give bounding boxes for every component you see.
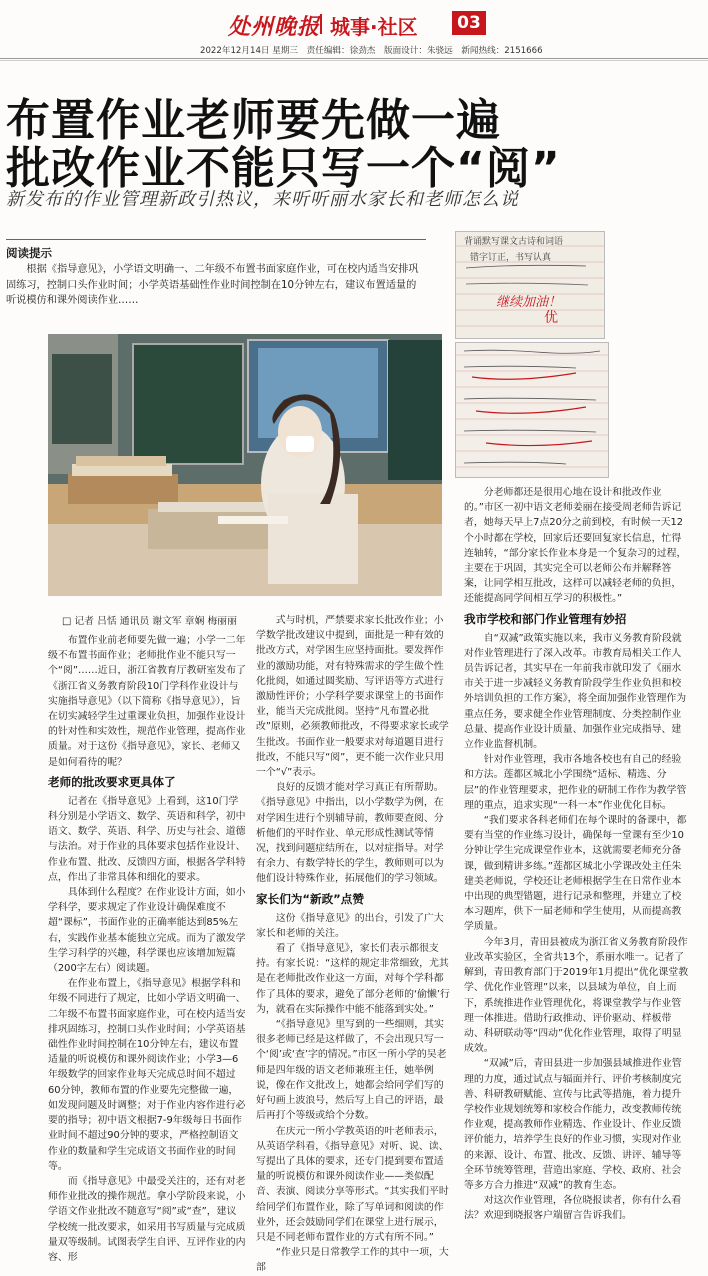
- classroom-illustration: [48, 334, 442, 596]
- paragraph: “双减”后，青田县进一步加强县域推进作业管理的力度，通过试点与辐面并行、评价考核制度完善、科研教研赋能、宣传与比武等措施，着力提升学校作业规划统筹和家校合作能力，改变教师传统作业观，提高教师作业精选、作业设计、作业反馈评价能力，培养学生良好的作业习惯，实现对作业的来源、设计、布置、批改、反馈、讲评、辅导等全环节统筹管理，营造出家庭、学校、政府、社会等多方合力推进“双减”的教育生态。: [464, 1058, 682, 1191]
- paragraph: 式与时机，严禁要求家长批改作业；小学数学批改建议中提到，面批是一种有效的批改方式，对学困生应坚持面批。要发挥作业的激励功能，对有特殊需求的学生做个性化批阅，如通过圆奖励、写评语等方式进行激励性评价；小学科学要求课堂上的书面作业，能当天完成批阅。坚持“凡布置必批改”原则，必须教师批改，不得要求家长或学生批改。书面作业一般要求对每道题目进行批改，不能只写“阅”，更不能一次作业只用一个“√”表示。: [256, 615, 449, 779]
- paragraph: “《指导意见》里写到的一些细则，其实很多老师已经是这样做了，不会出现只写一个‘阅’或‘查’字的情况。”市区一所小学的吴老师是四年级的语文老师兼班主任，她举例说，像在作文批改上，她都会给同学们写的好句画上波浪号，然后写上自己的评语，最后再打个等级或给个分数。: [256, 1019, 447, 1122]
- lead-rule: [6, 239, 426, 240]
- teacher-grading-photo: [48, 334, 442, 596]
- photo-credit: □ 记者 吕恬 通讯员 谢文军 章娴 梅丽丽: [62, 616, 237, 627]
- paragraph: 而《指导意见》中最受关注的，还有对老师作业批改的操作规范。拿小学阶段来说，小学语文作业批改不随意写“阅”或“查”，建议学校统一批改要求，如采用书写质量与完成质量双等级制。试图表学生自评、互评作业的内容、形: [48, 1175, 246, 1263]
- paragraph: 在庆元一所小学教英语的叶老师表示，从英语学科看，《指导意见》对听、说、读、写提出了具体的要求，还专门提到要布置适量的听说模仿和课外阅读作业——类似配音、表演、阅读分享等形式。“其实我们平时给同学们布置作业，除了写单词和阅读的作业外，还会鼓励同学们在课堂上进行展示，只是不同老师布置作业的方式有所不同。”: [256, 1125, 449, 1243]
- masthead-divider: [320, 14, 322, 34]
- paragraph: 看了《指导意见》，家长们表示都很支持。有家长说：“这样的规定非常细致，尤其是在老师批改作业这一方面，对每个学科都作了具体的要求，避免了部分老师的‘偷懒’行为，就看在实际操作中能不能落到实处。”: [256, 943, 450, 1015]
- header-rule: [0, 58, 708, 59]
- paragraph: 具体到什么程度？在作业设计方面，如小学科学，要求规定了作业设计确保难度不超“课标”，书面作业的正确率能达到85%左右，实践作业基本能独立完成。而为了激发学生学习科学的兴趣，科学课也应该增加短篇（200字左右）阅读题。: [48, 887, 246, 975]
- homework-notebook-illustration: [456, 232, 604, 338]
- headline-line-1: 布置作业老师要先做一遍: [6, 95, 501, 146]
- newspaper-logo: 处州晚报: [228, 14, 321, 40]
- subheadline: 新发布的作业管理新政引热议，来听听丽水家长和老师怎么说: [6, 189, 519, 210]
- section-heading-schools: 我市学校和部门作业管理有妙招: [464, 611, 627, 626]
- paragraph: 布置作业前老师要先做一遍；小学一二年级不布置书面作业；老师批作业不能只写一个“阅”……近日，浙江省教育厅教研室发布了《浙江省义务教育阶段10门学科作业设计与实施指导意见》（以下简称《指导意见》），旨在切实减轻学生过重课业负担，加强作业设计的针对性和实效性，规范作业管理，提高作业质量。对于这份《指导意见》，家长、老师又是如何看待的呢？: [48, 635, 246, 768]
- dateline: 2022年12月14日 星期三 责任编辑：徐劲杰 版面设计：朱骁远 新闻热线：2151666: [200, 46, 543, 56]
- paragraph: 良好的反馈才能对学习真正有所帮助。《指导意见》中指出，以小学数学为例，在对学困生进行个别辅导前，教师要查阅、分析他们的平时作业、单元形成性测试等情况，找到问题症结所在，以对症指导。对学有余力、有数学特长的学生，教师则可以为他们设计特殊作业，拓展他们的学习领域。: [256, 782, 444, 885]
- headline-line-2: 批改作业不能只写一个“阅”: [6, 143, 561, 194]
- homework-line-2: 错字订正，书写认真: [470, 253, 552, 263]
- teacher-comment: 继续加油！: [496, 295, 562, 310]
- paragraph: “作业只是日常教学工作的其中一项，大部: [256, 1247, 449, 1274]
- teacher-grade: 优: [544, 310, 558, 326]
- paragraph: 对这次作业管理，各位晓报读者，你有什么看法？欢迎到晓报客户端留言告诉我们。: [464, 1195, 682, 1222]
- page-number: 03: [452, 11, 486, 35]
- paragraph: 自“双减”政策实施以来，我市义务教育阶段就对作业管理进行了深入改革。市教育局相关工作人员告诉记者，其实早在一年前我市就印发了《丽水市关于进一步减轻义务教育阶段学生作业负担和校外培训负担的工作方案》，将全面加强作业管理作为重点任务，要求健全作业管理制度、分类控制作业总量、提高作业设计质量、加强作业完成指导、建立作业监督机制。: [464, 632, 687, 751]
- paragraph: 分老师都还是很用心地在设计和批改作业的。”市区一初中语文老师姜丽在接受周老师告诉记者，她每天早上7点20分之前到校，有时候一天12个小时都在学校，回家后还要回复家长信息，忙得连轴转，“部分家长作业本身是一个复杂习的过程，主要在于巩固，其实完全可以老师公布并解释答案，让同学相互批改，这样可以减轻老师的负担，还能提高同学间相互学习的积极性。”: [464, 487, 687, 605]
- paragraph: 在作业布置上，《指导意见》根据学科和年级不同进行了规定，比如小学语文明确一、二年级不布置书面家庭作业，可在校内适当安排巩固练习，控制口头作业时间；小学英语基础性作业时间控制在10分钟左右，建议布置适量的听说模仿和课外阅读作业；小学3—6年级数学的回家作业每天完成总时间不超过60分钟，教师布置的作业要先完整做一遍，如发现问题及时调整；对于作业内容作进行必要的指导；初中语文根据7-9年级每日书面作业时间不超过90分钟的要求，严格控制语文作业的数量和学生完成语文书面作业的时间等。: [48, 978, 246, 1172]
- homework-photo-1: [455, 231, 605, 339]
- article-column-1: [48, 633, 246, 1263]
- homework-photo-2: [455, 342, 609, 478]
- section-heading-parents: 家长们为“新政”点赞: [256, 891, 364, 906]
- paragraph: 这份《指导意见》的出台，引发了广大家长和老师的关注。: [256, 912, 444, 939]
- article-column-3: [464, 485, 690, 1222]
- paragraph: 针对作业管理，我市各地各校也有自己的经验和方法。莲都区城北小学围绕“适标、精选、分层”的作业管理要求，把作业的研制工作作为教学管理的重点，追求实现“一科一本”作业优化目标。: [464, 754, 687, 811]
- homework-line-1: 背诵默写课文古诗和词语: [464, 237, 564, 247]
- paragraph: 今年3月，青田县被成为浙江省义务教育阶段作业改革实验区，全省共13个，系丽水唯一。记者了解到，青田教育部门于2019年1月提出“优化课堂教学、优化作业管理”以来，以县域为单位，自上而下，系统推进作业管理优化，将课堂教学与作业管理一体推进。借助行政推动、评价驱动、样板带动、科研联动等“四动”优化作业管理，取得了明显成效。: [464, 936, 689, 1055]
- section-heading-teacher-grading: 老师的批改要求更具体了: [48, 774, 176, 789]
- paragraph: 记者在《指导意见》上看到，这10门学科分别是小学语文、数学、英语和科学，初中语文、数学、英语、科学、历史与社会、道德与法治。对于作业的具体要求包括作业设计、作业布置、批改、反馈四方面，根据各学科特点，作出了非常具体和细化的要求。: [48, 795, 246, 883]
- paragraph: “我们要求各科老师们在每个课时的备课中，都要有当堂的作业练习设计，确保每一堂课有至少10分钟让学生完成课堂作业本，这就需要老师充分备课，做到精讲多练。”莲都区城北小学课改处主任朱建美老师说，学校还让老师根据学生在日常作业本中出现的典型错题，进行记录和整理，并建立了校本习题库，供下一届老师和学生使用，从而提高教学质量。: [464, 815, 687, 933]
- section-title: 城事·社区: [330, 15, 418, 39]
- lead-title: 阅读提示: [6, 246, 52, 260]
- article-column-2: [256, 613, 452, 1274]
- corrected-homework-illustration: [456, 343, 608, 477]
- lead-text: 根据《指导意见》，小学语文明确一、二年级不布置书面家庭作业，可在校内适当安排巩固练习，控制口头作业时间；小学英语基础性作业时间控制在10分钟左右，建议布置适量的听说模仿和课外阅读作业……: [6, 264, 419, 306]
- header-rule-thin: [0, 60, 708, 61]
